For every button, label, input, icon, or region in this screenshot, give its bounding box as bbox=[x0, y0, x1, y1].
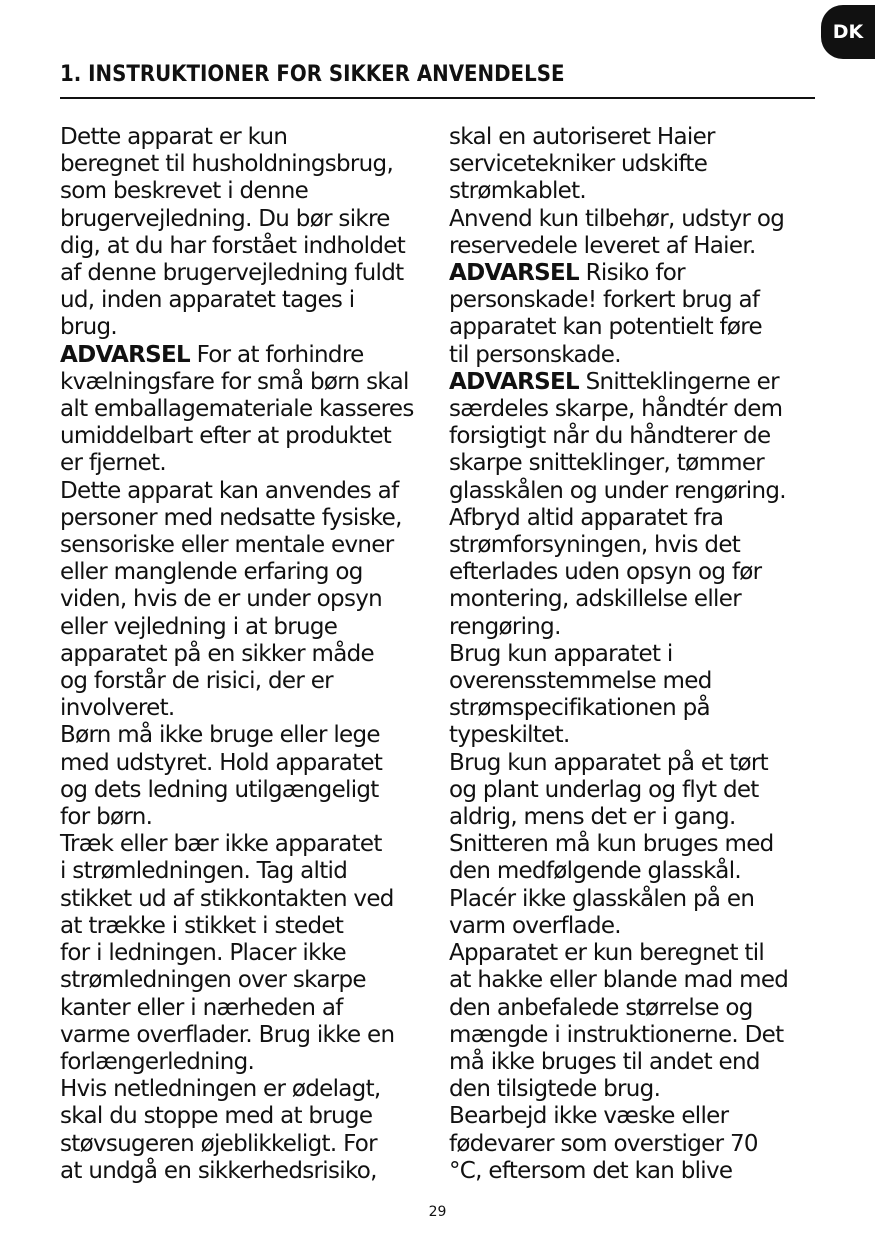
text-line: Dette apparat kan anvendes af bbox=[60, 477, 399, 504]
text-line: Dette apparat er kun bbox=[60, 124, 288, 150]
text-line: særdeles skarpe, håndtér dem bbox=[449, 396, 783, 423]
text-line: Børn må ikke bruge eller lege bbox=[60, 722, 380, 749]
text-line: at hakke eller blande mad med bbox=[449, 967, 789, 994]
text-line: skal en autoriseret Haier bbox=[449, 124, 715, 150]
paragraph-children bbox=[60, 722, 436, 831]
text-line: forsigtigt når du håndterer de bbox=[449, 423, 771, 450]
text-line: strømledningen over skarpe bbox=[60, 967, 366, 994]
paragraph-damaged-cord bbox=[60, 1076, 436, 1185]
paragraph-hot-surface bbox=[449, 886, 821, 940]
paragraph-disconnect bbox=[449, 505, 821, 641]
text-line: at trække i stikket i stedet bbox=[60, 912, 344, 939]
paragraph-reduced-capabilities bbox=[60, 478, 436, 723]
text-line: til personskade. bbox=[449, 341, 621, 368]
paragraph-glass-bowl bbox=[449, 831, 821, 885]
paragraph-dry-surface bbox=[449, 750, 821, 832]
language-tab bbox=[821, 5, 875, 59]
paragraph-hot-liquids bbox=[449, 1103, 821, 1185]
text-line: med udstyret. Hold apparatet bbox=[60, 749, 383, 776]
left-column bbox=[60, 124, 436, 1185]
text-line: brug. bbox=[60, 314, 118, 341]
text-line: Snitteren må kun bruges med bbox=[449, 831, 774, 858]
text-line: Apparatet er kun beregnet til bbox=[449, 940, 765, 967]
text-line: af denne brugervejledning fuldt bbox=[60, 260, 404, 287]
text-line: aldrig, mens det er i gang. bbox=[449, 804, 736, 831]
text-line: som beskrevet i denne bbox=[60, 178, 309, 205]
text-line: involveret. bbox=[60, 695, 175, 722]
text-line: den medfølgende glasskål. bbox=[449, 858, 742, 885]
text-line: for børn. bbox=[60, 804, 153, 831]
text-line: og forstår de risici, der er bbox=[60, 668, 333, 695]
language-code: DK bbox=[832, 21, 864, 43]
text-line: personer med nedsatte fysiske, bbox=[60, 504, 402, 531]
text-line: efterlades uden opsyn og før bbox=[449, 559, 762, 586]
text-line bbox=[449, 260, 821, 287]
text-line: den tilsigtede brug. bbox=[449, 1076, 661, 1103]
text-line: viden, hvis de er under opsyn bbox=[60, 586, 383, 613]
text-line: skal du stoppe med at bruge bbox=[60, 1103, 373, 1130]
text-line: for i ledningen. Placer ikke bbox=[60, 940, 346, 967]
text-line: apparatet på en sikker måde bbox=[60, 640, 374, 667]
text-line: sensoriske eller mentale evner bbox=[60, 532, 394, 559]
text-line: montering, adskillelse eller bbox=[449, 586, 741, 613]
text-line: rengøring. bbox=[449, 613, 561, 640]
text-line: i strømledningen. Tag altid bbox=[60, 858, 348, 885]
text-line: strømkablet. bbox=[449, 178, 587, 205]
text-line: umiddelbart efter at produktet bbox=[60, 423, 392, 450]
heading-rule bbox=[60, 97, 815, 99]
text-line: den anbefalede størrelse og bbox=[449, 994, 753, 1021]
text-line: skarpe snitteklinger, tømmer bbox=[449, 450, 765, 477]
text-line: beregnet til husholdningsbrug, bbox=[60, 151, 394, 178]
text-line: Afbryd altid apparatet fra bbox=[449, 504, 724, 531]
text-line: kvælningsfare for små børn skal bbox=[60, 368, 409, 395]
text-line: Placér ikke glasskålen på en bbox=[449, 885, 755, 912]
text-line: Bearbejd ikke væske eller bbox=[449, 1103, 729, 1130]
text-line: ud, inden apparatet tages i bbox=[60, 287, 355, 314]
text-line: Træk eller bær ikke apparatet bbox=[60, 831, 382, 858]
text-line: servicetekniker udskifte bbox=[449, 151, 708, 178]
text-fragment: Snitteklingerne er bbox=[578, 368, 779, 395]
text-line: alt emballagemateriale kasseres bbox=[60, 396, 414, 423]
text-line: overensstemmelse med bbox=[449, 668, 712, 695]
text-line: brugervejledning. Du bør sikre bbox=[60, 205, 390, 232]
text-fragment: Risiko for bbox=[578, 260, 685, 287]
text-line: er fjernet. bbox=[60, 450, 166, 477]
text-line: typeskiltet. bbox=[449, 722, 570, 749]
page-number: 29 bbox=[428, 1204, 447, 1220]
text-line: varme overflader. Brug ikke en bbox=[60, 1021, 395, 1048]
text-line: strømforsyningen, hvis det bbox=[449, 532, 741, 559]
text-line: Hvis netledningen er ødelagt, bbox=[60, 1076, 381, 1103]
text-line: varm overflade. bbox=[449, 912, 621, 939]
text-line: apparatet kan potentielt føre bbox=[449, 314, 762, 341]
text-line: og dets ledning utilgængeligt bbox=[60, 776, 379, 803]
text-line: strømspecifikationen på bbox=[449, 695, 710, 722]
paragraph-power-spec bbox=[449, 641, 821, 750]
text-line: °C, eftersom det kan blive bbox=[449, 1157, 733, 1184]
text-line: personskade! forkert brug af bbox=[449, 287, 760, 314]
text-line: stikket ud af stikkontakten ved bbox=[60, 885, 394, 912]
text-line: må ikke bruges til andet end bbox=[449, 1048, 760, 1075]
text-line: kanter eller i nærheden af bbox=[60, 994, 343, 1021]
text-line: fødevarer som overstiger 70 bbox=[449, 1130, 758, 1157]
paragraph-intended-use bbox=[449, 940, 821, 1103]
text-line: eller manglende erfaring og bbox=[60, 559, 363, 586]
warning-label: ADVARSEL bbox=[60, 341, 190, 368]
section-heading: 1. INSTRUKTIONER FOR SIKKER ANVENDELSE bbox=[60, 62, 565, 87]
text-line: og plant underlag og flyt det bbox=[449, 776, 759, 803]
text-line: støvsugeren øjeblikkeligt. For bbox=[60, 1130, 377, 1157]
text-line: Brug kun apparatet på et tørt bbox=[449, 749, 768, 776]
text-line: mængde i instruktionerne. Det bbox=[449, 1021, 784, 1048]
text-line: glasskålen og under rengøring. bbox=[449, 477, 786, 504]
warning-label: ADVARSEL bbox=[449, 368, 579, 395]
text-line: reservedele leveret af Haier. bbox=[449, 232, 756, 259]
text-line: dig, at du har forstået indholdet bbox=[60, 232, 406, 259]
paragraph-household-use bbox=[60, 124, 436, 342]
paragraph-power-cord bbox=[60, 831, 436, 1076]
paragraph-cord-replacement bbox=[449, 124, 821, 206]
text-line: Brug kun apparatet i bbox=[449, 640, 673, 667]
paragraph-injury-warning bbox=[449, 260, 821, 369]
text-line bbox=[60, 342, 436, 369]
text-line bbox=[449, 369, 821, 396]
text-line: eller vejledning i at bruge bbox=[60, 613, 338, 640]
warning-label: ADVARSEL bbox=[449, 260, 579, 287]
text-line: at undgå en sikkerhedsrisiko, bbox=[60, 1157, 377, 1184]
paragraph-suffocation-warning bbox=[60, 342, 436, 478]
paragraph-blades-warning bbox=[449, 369, 821, 505]
text-line: forlængerledning. bbox=[60, 1048, 255, 1075]
text-line: Anvend kun tilbehør, udstyr og bbox=[449, 205, 785, 232]
paragraph-accessories bbox=[449, 206, 821, 260]
right-column bbox=[449, 124, 821, 1185]
text-fragment: For at forhindre bbox=[189, 341, 364, 368]
